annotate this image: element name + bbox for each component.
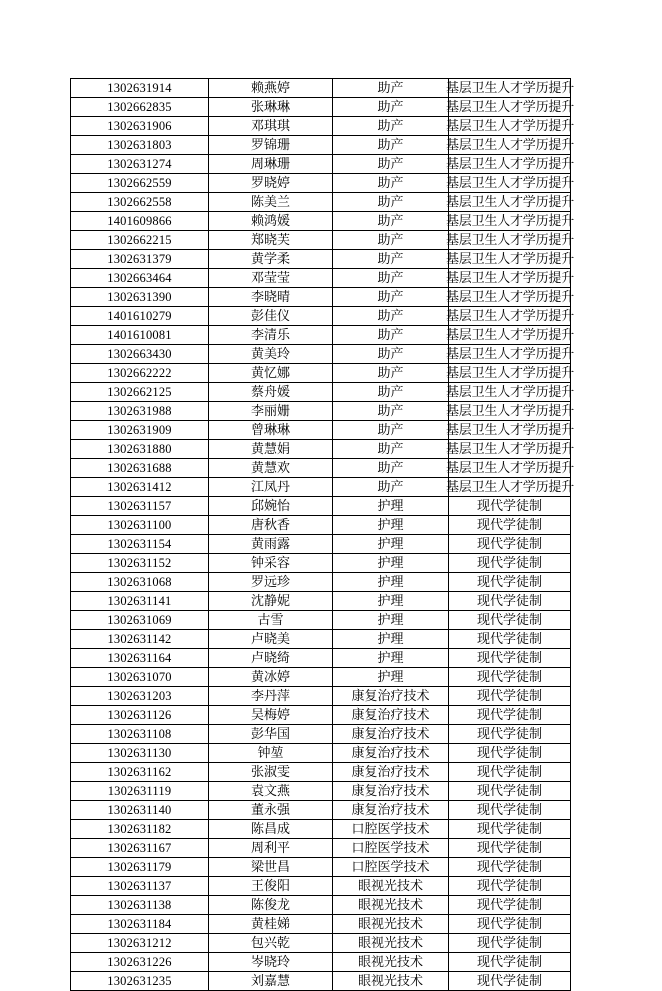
major-cell[interactable]: 护理 — [333, 592, 449, 611]
student-name-cell[interactable]: 陈俊龙 — [209, 896, 333, 915]
student-id-cell[interactable]: 1302631164 — [71, 649, 209, 668]
program-type-cell[interactable] — [449, 877, 571, 896]
program-type-label: 基层卫生人才学历提升 — [446, 270, 574, 285]
table-row[interactable] — [71, 782, 571, 801]
student-id-cell[interactable]: 1302631182 — [71, 820, 209, 839]
program-type-cell[interactable] — [449, 592, 571, 611]
program-type-cell[interactable] — [449, 497, 571, 516]
table-row[interactable] — [71, 687, 571, 706]
student-name-cell[interactable]: 张淑雯 — [209, 763, 333, 782]
program-type-label: 基层卫生人才学历提升 — [446, 213, 574, 228]
program-type-cell[interactable] — [449, 915, 571, 934]
major-cell[interactable]: 助产 — [333, 79, 449, 98]
program-type-cell[interactable] — [449, 972, 571, 991]
student-name-cell[interactable]: 郑晓芙 — [209, 231, 333, 250]
major-cell[interactable]: 助产 — [333, 250, 449, 269]
major-cell[interactable]: 助产 — [333, 155, 449, 174]
student-id-cell[interactable]: 1302631803 — [71, 136, 209, 155]
student-name-cell[interactable]: 黄美玲 — [209, 345, 333, 364]
program-type-cell[interactable] — [446, 193, 574, 212]
program-type-cell[interactable] — [449, 630, 571, 649]
student-name-cell[interactable]: 陈昌成 — [209, 820, 333, 839]
student-name-cell[interactable]: 蔡舟媛 — [209, 383, 333, 402]
major-cell[interactable]: 助产 — [333, 193, 449, 212]
table-row[interactable] — [71, 744, 571, 763]
program-type-label: 现代学徒制 — [476, 574, 542, 589]
major-cell[interactable]: 康复治疗技术 — [333, 706, 449, 725]
major-cell[interactable]: 护理 — [333, 573, 449, 592]
program-type-cell[interactable] — [446, 288, 574, 307]
student-id-cell[interactable]: 1302631126 — [71, 706, 209, 725]
student-name-cell[interactable]: 彭华国 — [209, 725, 333, 744]
program-type-cell[interactable] — [449, 763, 571, 782]
program-type-cell[interactable] — [446, 383, 574, 402]
student-name-cell[interactable]: 曾琳琳 — [209, 421, 333, 440]
program-type-label: 基层卫生人才学历提升 — [446, 80, 574, 95]
major-cell[interactable]: 助产 — [333, 459, 449, 478]
program-type-cell[interactable] — [446, 478, 574, 497]
program-type-cell[interactable] — [449, 649, 571, 668]
student-id-cell[interactable]: 1302631412 — [71, 478, 209, 497]
program-type-label: 基层卫生人才学历提升 — [446, 327, 574, 342]
program-type-cell[interactable] — [449, 554, 571, 573]
table-row[interactable] — [71, 896, 571, 915]
student-name-cell[interactable]: 卢晓美 — [209, 630, 333, 649]
student-id-cell[interactable]: 1302631140 — [71, 801, 209, 820]
student-name-cell[interactable]: 黄冰婷 — [209, 668, 333, 687]
major-cell[interactable]: 助产 — [333, 421, 449, 440]
table-row[interactable] — [71, 630, 571, 649]
table-row[interactable] — [71, 383, 571, 402]
program-type-cell[interactable] — [446, 174, 574, 193]
program-type-label: 现代学徒制 — [476, 650, 542, 665]
program-type-cell[interactable] — [449, 706, 571, 725]
program-type-cell[interactable] — [449, 535, 571, 554]
program-type-cell[interactable] — [446, 440, 574, 459]
student-id-cell[interactable]: 1302662835 — [71, 98, 209, 117]
program-type-label: 现代学徒制 — [476, 859, 542, 874]
student-name-cell[interactable]: 罗锦珊 — [209, 136, 333, 155]
major-cell[interactable]: 康复治疗技术 — [333, 725, 449, 744]
program-type-cell[interactable] — [449, 839, 571, 858]
program-type-cell[interactable] — [446, 79, 574, 98]
program-type-label: 基层卫生人才学历提升 — [446, 441, 574, 456]
major-cell[interactable]: 助产 — [333, 136, 449, 155]
student-id-cell[interactable]: 1302631154 — [71, 535, 209, 554]
table-row[interactable] — [71, 725, 571, 744]
major-cell[interactable]: 助产 — [333, 212, 449, 231]
student-id-cell[interactable]: 1302631390 — [71, 288, 209, 307]
major-cell[interactable]: 护理 — [333, 611, 449, 630]
student-name-cell[interactable]: 罗远珍 — [209, 573, 333, 592]
major-cell[interactable]: 助产 — [333, 307, 449, 326]
student-name-cell[interactable]: 黄桂娣 — [209, 915, 333, 934]
program-type-cell[interactable] — [446, 250, 574, 269]
program-type-label: 现代学徒制 — [476, 555, 542, 570]
table-row[interactable] — [71, 478, 571, 497]
program-type-cell[interactable] — [446, 136, 574, 155]
program-type-label: 基层卫生人才学历提升 — [446, 403, 574, 418]
program-type-label: 基层卫生人才学历提升 — [446, 99, 574, 114]
student-id-cell[interactable]: 1302631167 — [71, 839, 209, 858]
program-type-cell[interactable] — [449, 896, 571, 915]
table-row[interactable] — [71, 440, 571, 459]
table-row[interactable] — [71, 706, 571, 725]
table-row[interactable] — [71, 858, 571, 877]
table-row[interactable] — [71, 763, 571, 782]
program-type-cell[interactable] — [446, 345, 574, 364]
roster-table-body — [71, 79, 574, 991]
table-row[interactable] — [71, 307, 571, 326]
program-type-label: 现代学徒制 — [476, 669, 542, 684]
table-row[interactable] — [71, 326, 571, 345]
program-type-label: 现代学徒制 — [476, 973, 542, 988]
major-cell[interactable]: 助产 — [333, 269, 449, 288]
student-id-cell[interactable]: 1302631119 — [71, 782, 209, 801]
student-id-cell[interactable]: 1302631226 — [71, 953, 209, 972]
student-name-cell[interactable]: 黄慧娟 — [209, 440, 333, 459]
program-type-label: 现代学徒制 — [476, 688, 542, 703]
student-name-cell[interactable]: 古雪 — [209, 611, 333, 630]
student-id-cell[interactable]: 1302663430 — [71, 345, 209, 364]
program-type-cell[interactable] — [446, 98, 574, 117]
program-type-cell[interactable] — [449, 801, 571, 820]
table-row[interactable] — [71, 402, 571, 421]
program-type-cell[interactable] — [446, 307, 574, 326]
table-row[interactable] — [71, 554, 571, 573]
major-cell[interactable]: 护理 — [333, 554, 449, 573]
major-cell[interactable]: 护理 — [333, 516, 449, 535]
student-id-cell[interactable]: 1302631138 — [71, 896, 209, 915]
major-cell[interactable]: 助产 — [333, 364, 449, 383]
program-type-label: 现代学徒制 — [476, 536, 542, 551]
student-id-cell[interactable]: 1401610081 — [71, 326, 209, 345]
table-row[interactable] — [71, 364, 571, 383]
student-id-cell[interactable]: 1302631179 — [71, 858, 209, 877]
student-name-cell[interactable]: 梁世昌 — [209, 858, 333, 877]
program-type-cell[interactable] — [449, 516, 571, 535]
table-row[interactable] — [71, 820, 571, 839]
student-id-cell[interactable]: 1302662125 — [71, 383, 209, 402]
table-row[interactable] — [71, 497, 571, 516]
major-cell[interactable]: 护理 — [333, 535, 449, 554]
major-cell[interactable]: 康复治疗技术 — [333, 763, 449, 782]
student-id-cell[interactable]: 1302631108 — [71, 725, 209, 744]
student-name-cell[interactable]: 黄忆娜 — [209, 364, 333, 383]
student-id-cell[interactable]: 1302631988 — [71, 402, 209, 421]
student-name-cell[interactable]: 邱婉怡 — [209, 497, 333, 516]
table-row[interactable] — [71, 801, 571, 820]
major-cell[interactable]: 助产 — [333, 98, 449, 117]
student-name-cell[interactable]: 周利平 — [209, 839, 333, 858]
student-name-cell[interactable]: 李清乐 — [209, 326, 333, 345]
program-type-cell[interactable] — [449, 934, 571, 953]
major-cell[interactable]: 眼视光技术 — [333, 915, 449, 934]
program-type-label: 现代学徒制 — [476, 802, 542, 817]
student-id-cell[interactable]: 1302663464 — [71, 269, 209, 288]
program-type-cell[interactable] — [449, 611, 571, 630]
table-row[interactable] — [71, 934, 571, 953]
table-row[interactable] — [71, 345, 571, 364]
table-row[interactable] — [71, 611, 571, 630]
student-id-cell[interactable]: 1302631688 — [71, 459, 209, 478]
major-cell[interactable]: 助产 — [333, 231, 449, 250]
student-name-cell[interactable]: 王俊阳 — [209, 877, 333, 896]
student-name-cell[interactable]: 唐秋香 — [209, 516, 333, 535]
student-name-cell[interactable]: 包兴乾 — [209, 934, 333, 953]
table-row[interactable] — [71, 953, 571, 972]
program-type-label: 基层卫生人才学历提升 — [446, 194, 574, 209]
student-id-cell[interactable]: 1302631184 — [71, 915, 209, 934]
major-cell[interactable]: 护理 — [333, 649, 449, 668]
student-name-cell[interactable]: 钟采容 — [209, 554, 333, 573]
program-type-label: 现代学徒制 — [476, 517, 542, 532]
program-type-label: 基层卫生人才学历提升 — [446, 289, 574, 304]
student-name-cell[interactable]: 黄学柔 — [209, 250, 333, 269]
student-id-cell[interactable]: 1302631130 — [71, 744, 209, 763]
program-type-label: 现代学徒制 — [476, 840, 542, 855]
student-id-cell[interactable]: 1302631137 — [71, 877, 209, 896]
table-row[interactable] — [71, 535, 571, 554]
major-cell[interactable]: 康复治疗技术 — [333, 744, 449, 763]
table-row[interactable] — [71, 288, 571, 307]
student-name-cell[interactable]: 李丹萍 — [209, 687, 333, 706]
student-id-cell[interactable]: 1302631100 — [71, 516, 209, 535]
table-row[interactable] — [71, 915, 571, 934]
table-row[interactable] — [71, 649, 571, 668]
program-type-cell[interactable] — [449, 744, 571, 763]
major-cell[interactable]: 助产 — [333, 174, 449, 193]
major-cell[interactable]: 护理 — [333, 630, 449, 649]
student-name-cell[interactable]: 卢晓绮 — [209, 649, 333, 668]
program-type-label: 基层卫生人才学历提升 — [446, 479, 574, 494]
major-cell[interactable]: 助产 — [333, 402, 449, 421]
student-name-cell[interactable]: 江凤丹 — [209, 478, 333, 497]
major-cell[interactable]: 眼视光技术 — [333, 877, 449, 896]
program-type-cell[interactable] — [449, 782, 571, 801]
student-name-cell[interactable]: 袁文燕 — [209, 782, 333, 801]
program-type-cell[interactable] — [446, 402, 574, 421]
student-id-cell[interactable]: 1302631069 — [71, 611, 209, 630]
student-name-cell[interactable]: 陈美兰 — [209, 193, 333, 212]
major-cell[interactable]: 助产 — [333, 478, 449, 497]
student-name-cell[interactable]: 赖鸿媛 — [209, 212, 333, 231]
major-cell[interactable]: 助产 — [333, 345, 449, 364]
major-cell[interactable]: 助产 — [333, 117, 449, 136]
student-name-cell[interactable]: 沈静妮 — [209, 592, 333, 611]
program-type-label: 基层卫生人才学历提升 — [446, 422, 574, 437]
program-type-label: 现代学徒制 — [476, 612, 542, 627]
program-type-label: 现代学徒制 — [476, 821, 542, 836]
student-id-cell[interactable]: 1302631914 — [71, 79, 209, 98]
student-name-cell[interactable]: 岑晓玲 — [209, 953, 333, 972]
program-type-label: 基层卫生人才学历提升 — [446, 251, 574, 266]
major-cell[interactable]: 眼视光技术 — [333, 953, 449, 972]
student-id-cell[interactable]: 1302631142 — [71, 630, 209, 649]
program-type-cell[interactable] — [449, 687, 571, 706]
major-cell[interactable]: 眼视光技术 — [333, 934, 449, 953]
program-type-label: 现代学徒制 — [476, 498, 542, 513]
program-type-cell[interactable] — [446, 231, 574, 250]
table-row[interactable] — [71, 421, 571, 440]
program-type-label: 基层卫生人才学历提升 — [446, 365, 574, 380]
student-name-cell[interactable]: 李丽姗 — [209, 402, 333, 421]
program-type-cell[interactable] — [449, 668, 571, 687]
major-cell[interactable]: 康复治疗技术 — [333, 782, 449, 801]
student-id-cell[interactable]: 1302631152 — [71, 554, 209, 573]
program-type-cell[interactable] — [446, 269, 574, 288]
table-row[interactable] — [71, 231, 571, 250]
major-cell[interactable]: 护理 — [333, 497, 449, 516]
major-cell[interactable]: 护理 — [333, 668, 449, 687]
program-type-label: 基层卫生人才学历提升 — [446, 346, 574, 361]
program-type-cell[interactable] — [446, 117, 574, 136]
table-row[interactable] — [71, 839, 571, 858]
student-id-cell[interactable]: 1302631880 — [71, 440, 209, 459]
student-id-cell[interactable]: 1302662222 — [71, 364, 209, 383]
major-cell[interactable]: 助产 — [333, 326, 449, 345]
program-type-cell[interactable] — [449, 820, 571, 839]
student-name-cell[interactable]: 邓莹莹 — [209, 269, 333, 288]
student-id-cell[interactable]: 1302662559 — [71, 174, 209, 193]
program-type-cell[interactable] — [449, 953, 571, 972]
major-cell[interactable]: 眼视光技术 — [333, 972, 449, 991]
student-name-cell[interactable]: 黄雨露 — [209, 535, 333, 554]
major-cell[interactable]: 助产 — [333, 288, 449, 307]
table-row[interactable] — [71, 877, 571, 896]
student-id-cell[interactable]: 1302631379 — [71, 250, 209, 269]
student-name-cell[interactable]: 彭佳仪 — [209, 307, 333, 326]
table-row[interactable] — [71, 193, 571, 212]
student-name-cell[interactable]: 黄慧欢 — [209, 459, 333, 478]
table-row[interactable] — [71, 155, 571, 174]
program-type-label: 现代学徒制 — [476, 954, 542, 969]
major-cell[interactable]: 助产 — [333, 383, 449, 402]
student-name-cell[interactable]: 赖燕婷 — [209, 79, 333, 98]
program-type-cell[interactable] — [446, 326, 574, 345]
program-type-cell[interactable] — [446, 155, 574, 174]
student-name-cell[interactable]: 罗晓婷 — [209, 174, 333, 193]
program-type-label: 现代学徒制 — [476, 726, 542, 741]
program-type-label: 现代学徒制 — [476, 897, 542, 912]
table-row[interactable] — [71, 972, 571, 991]
program-type-label: 现代学徒制 — [476, 593, 542, 608]
program-type-label: 基层卫生人才学历提升 — [446, 118, 574, 133]
program-type-label: 基层卫生人才学历提升 — [446, 156, 574, 171]
student-id-cell[interactable]: 1302631906 — [71, 117, 209, 136]
program-type-label: 现代学徒制 — [476, 783, 542, 798]
major-cell[interactable]: 康复治疗技术 — [333, 801, 449, 820]
program-type-cell[interactable] — [449, 725, 571, 744]
major-cell[interactable]: 口腔医学技术 — [333, 839, 449, 858]
student-name-cell[interactable]: 钟堃 — [209, 744, 333, 763]
program-type-label: 基层卫生人才学历提升 — [446, 232, 574, 247]
major-cell[interactable]: 康复治疗技术 — [333, 687, 449, 706]
table-row[interactable] — [71, 250, 571, 269]
major-cell[interactable]: 口腔医学技术 — [333, 858, 449, 877]
program-type-label: 现代学徒制 — [476, 707, 542, 722]
student-id-cell[interactable]: 1302631157 — [71, 497, 209, 516]
program-type-cell[interactable] — [446, 212, 574, 231]
table-row[interactable] — [71, 212, 571, 231]
table-row[interactable] — [71, 573, 571, 592]
program-type-label: 现代学徒制 — [476, 878, 542, 893]
student-id-cell[interactable]: 1302631070 — [71, 668, 209, 687]
program-type-label: 现代学徒制 — [476, 935, 542, 950]
program-type-label: 现代学徒制 — [476, 916, 542, 931]
student-id-cell[interactable]: 1302631203 — [71, 687, 209, 706]
table-row[interactable] — [71, 174, 571, 193]
table-row[interactable] — [71, 668, 571, 687]
student-name-cell[interactable]: 董永强 — [209, 801, 333, 820]
student-id-cell[interactable]: 1302631909 — [71, 421, 209, 440]
table-row[interactable] — [71, 459, 571, 478]
student-roster-table — [70, 78, 574, 991]
student-id-cell[interactable]: 1302631141 — [71, 592, 209, 611]
program-type-cell[interactable] — [449, 573, 571, 592]
program-type-label: 现代学徒制 — [476, 745, 542, 760]
major-cell[interactable]: 助产 — [333, 440, 449, 459]
student-id-cell[interactable]: 1302631162 — [71, 763, 209, 782]
roster-table-container — [70, 78, 574, 991]
table-row[interactable] — [71, 98, 571, 117]
program-type-cell[interactable] — [446, 459, 574, 478]
student-name-cell[interactable]: 张琳琳 — [209, 98, 333, 117]
program-type-label: 现代学徒制 — [476, 764, 542, 779]
student-id-cell[interactable]: 1302662558 — [71, 193, 209, 212]
program-type-cell[interactable] — [449, 858, 571, 877]
major-cell[interactable]: 口腔医学技术 — [333, 820, 449, 839]
student-id-cell[interactable]: 1302631212 — [71, 934, 209, 953]
student-id-cell[interactable]: 1401610279 — [71, 307, 209, 326]
student-name-cell[interactable]: 刘嘉慧 — [209, 972, 333, 991]
program-type-label: 现代学徒制 — [476, 631, 542, 646]
program-type-label: 基层卫生人才学历提升 — [446, 460, 574, 475]
student-name-cell[interactable]: 邓琪琪 — [209, 117, 333, 136]
student-name-cell[interactable]: 李晓晴 — [209, 288, 333, 307]
student-id-cell[interactable]: 1302631068 — [71, 573, 209, 592]
major-cell[interactable]: 眼视光技术 — [333, 896, 449, 915]
program-type-label: 基层卫生人才学历提升 — [446, 175, 574, 190]
student-id-cell[interactable]: 1302631274 — [71, 155, 209, 174]
student-id-cell[interactable]: 1302631235 — [71, 972, 209, 991]
table-row[interactable] — [71, 79, 571, 98]
table-row[interactable] — [71, 592, 571, 611]
program-type-cell[interactable] — [446, 421, 574, 440]
program-type-cell[interactable] — [446, 364, 574, 383]
student-id-cell[interactable]: 1401609866 — [71, 212, 209, 231]
table-row[interactable] — [71, 516, 571, 535]
student-id-cell[interactable]: 1302662215 — [71, 231, 209, 250]
student-name-cell[interactable]: 周琳珊 — [209, 155, 333, 174]
table-row[interactable] — [71, 269, 571, 288]
program-type-label: 基层卫生人才学历提升 — [446, 137, 574, 152]
table-row[interactable] — [71, 117, 571, 136]
program-type-label: 基层卫生人才学历提升 — [446, 308, 574, 323]
program-type-label: 基层卫生人才学历提升 — [446, 384, 574, 399]
table-row[interactable] — [71, 136, 571, 155]
student-name-cell[interactable]: 吴梅婷 — [209, 706, 333, 725]
